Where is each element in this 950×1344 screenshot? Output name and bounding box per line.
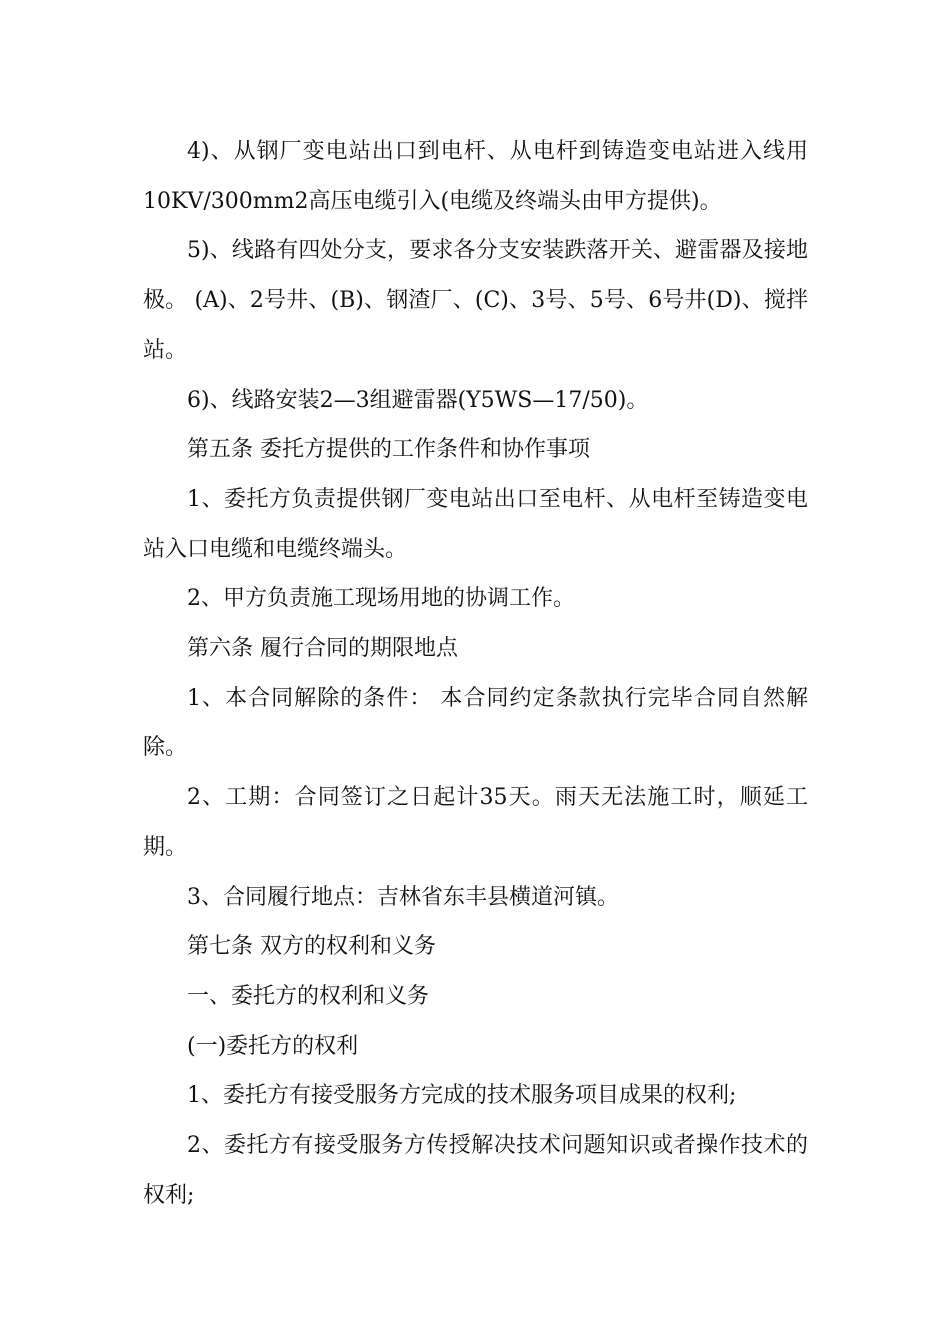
paragraph-item-5: 5)、线路有四处分支，要求各分支安装跌落开关、避雷器及接地极。 (A)、2号井、(B)、钢渣厂、(C)、3号、5号、6号井(D)、搅拌站。 xyxy=(143,238,808,363)
paragraph-article6-1: 1、本合同解除的条件： 本合同约定条款执行完毕合同自然解除。 xyxy=(143,685,808,761)
article-heading-5: 第五条 委托方提供的工作条件和协作事项 xyxy=(187,437,590,463)
article-heading-7: 第七条 双方的权利和义务 xyxy=(187,934,436,960)
paragraph-article5-1: 1、委托方负责提供钢厂变电站出口至电杆、从电杆至铸造变电站入口电缆和电缆终端头。 xyxy=(143,486,808,562)
paragraph-article6-3: 3、合同履行地点：吉林省东丰县横道河镇。 xyxy=(187,884,619,910)
paragraph-rights-2: 2、委托方有接受服务方传授解决技术问题知识或者操作技术的权利; xyxy=(143,1133,808,1208)
paragraph-item-4: 4)、从钢厂变电站出口到电杆、从电杆到铸造变电站进入线用10KV/300mm2高压电缆引入(电缆及终端头由甲方提供)。 xyxy=(143,139,808,214)
subsection-heading-1: (一)委托方的权利 xyxy=(187,1033,359,1059)
paragraph-article5-2: 2、甲方负责施工现场用地的协调工作。 xyxy=(187,586,575,612)
article-heading-6: 第六条 履行合同的期限地点 xyxy=(187,636,458,662)
paragraph-rights-1: 1、委托方有接受服务方完成的技术服务项目成果的权利; xyxy=(187,1083,737,1109)
paragraph-article6-2: 2、工期：合同签订之日起计35天。雨天无法施工时，顺延工期。 xyxy=(143,785,808,860)
document-body xyxy=(143,127,808,1220)
section-heading-1: 一、委托方的权利和义务 xyxy=(187,983,430,1009)
paragraph-item-6: 6)、线路安装2—3组避雷器(Y5WS—17/50)。 xyxy=(187,387,649,413)
